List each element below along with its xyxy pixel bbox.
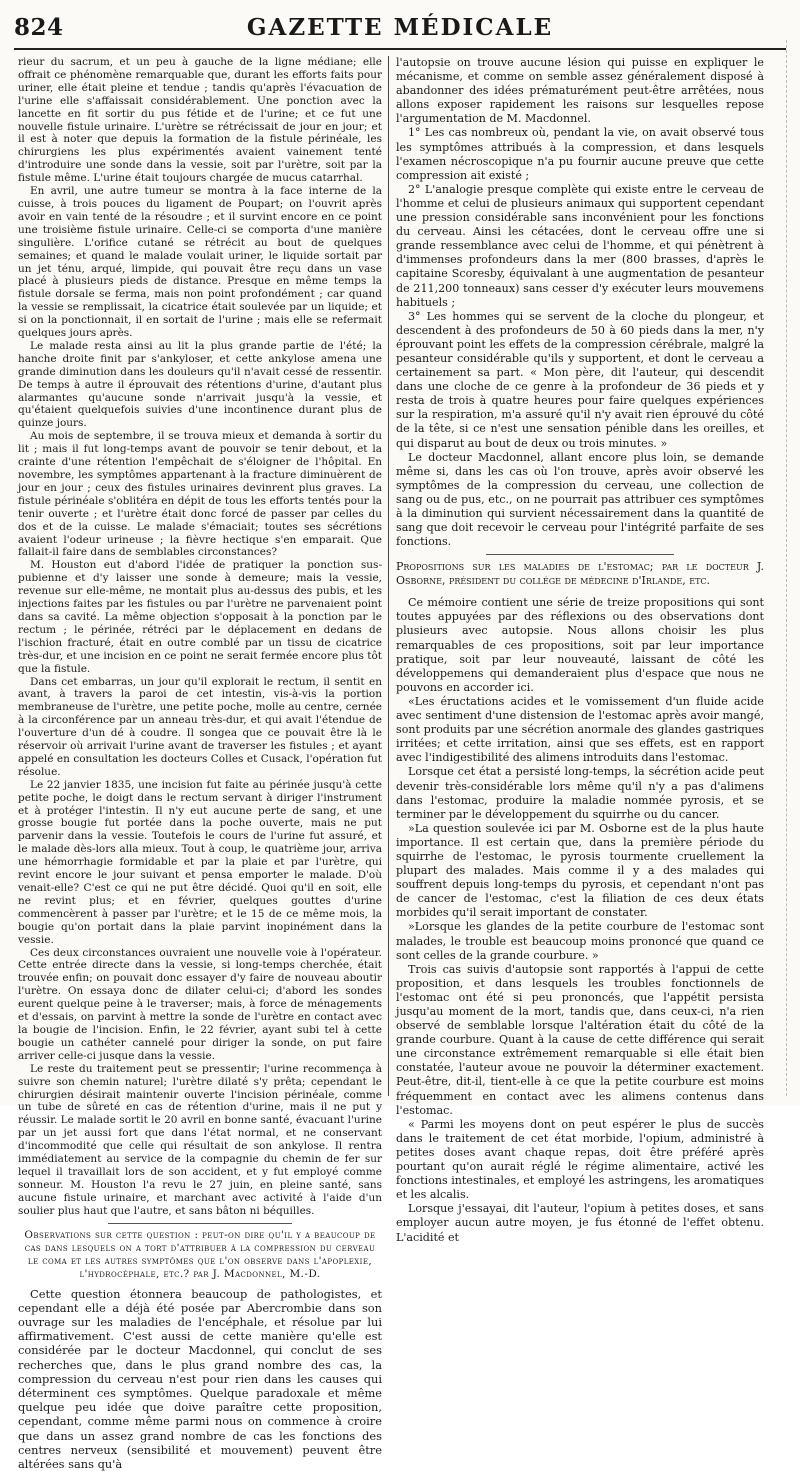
article-paragraph: Le docteur Macdonnel, allant encore plus loin, se demande même si, dans les cas où l'on trouve, après avoir observé les symptômes de la compression du cerveau, une collection de sang ou de pus, etc., on ne pourrait pas attribuer ces symptômes à la diminution qui survient nécessairement dans la quantité de sang que doit recevoir le cerveau pour l'intégrité parfaite de ses fonctions. — [396, 450, 764, 549]
article-paragraph: Lorsque cet état a persisté long-temps, la sécrétion acide peut devenir très-considérable lors même qu'il n'y a pas d'alimens dans l'estomac, produire la maladie nommée pyrosis, et se terminer par le développement du squirrhe ou du cancer. — [396, 765, 764, 821]
page-header — [10, 14, 790, 44]
article-paragraph: Le reste du traitement peut se pressentir; l'urine recommença à suivre son chemin naturel; l'urètre dilaté s'y prêta; cependant le chirurgien désirait maintenir ouverte l'incision périnéale, comme un tube de sûreté en cas de rétention d'urine, mais il ne put y réussir. Le malade sortit le 20 avril en bonne santé, évacuant l'urine par un jet aussi fort que dans l'état normal, et ne conservant d'incommodité que celle qui résultait de son ankylose. Il rentra immédiatement au service de la compagnie du chemin de fer sur lequel il travaillait lors de son accident, et y fut employé comme sonneur. M. Houston l'a revu le 27 juin, en pleine santé, sans aucune fistule urinaire, et marchant avec activité à l'aide d'un soulier plus haut que l'autre, et sans bâton ni béquilles. — [18, 1062, 382, 1217]
section-separator — [486, 554, 674, 555]
article-paragraph: Cette question étonnera beaucoup de pathologistes, et cependant elle a déjà été posée par Abercrombie dans son ouvrage sur les maladies de l'encéphale, et résolue par lui affirmativement. C'est aussi de cette manière qu'elle est considérée par le docteur Macdonnel, qui conclut de ses recherches que, dans le plus grand nombre des cas, la compression du cerveau n'est pour rien dans les causes qui déterminent ces symptômes. Quelque paradoxale et même quelque peu idée que doive paraître cette proposition, cependant, comme même parmi nous on commence à croire que dans un assez grand nombre de cas les fonctions des centres nerveux (sensibilité et mouvement) peuvent être altérées sans qu'à — [18, 1286, 382, 1471]
article-paragraph: Ces deux circonstances ouvraient une nouvelle voie à l'opérateur. Cette entrée directe dans la vessie, si long-temps cherchée, était trouvée enfin; on pouvait donc essayer d'y faire de nouveau aboutir l'urètre. On essaya donc de dilater celui-ci; d'abord les sondes eurent quelque peine à le traverser; mais, à force de ménagements et d'essais, on parvint à mettre la sonde de l'urètre en contact avec la bougie de l'incision. Enfin, le 22 février, ayant subi tel à cette bougie un cathéter cannelé pour diriger la sonde, on put faire arriver celle-ci jusque dans la vessie. — [18, 946, 382, 1062]
article-paragraph: rieur du sacrum, et un peu à gauche de la ligne médiane; elle offrait ce phénomène remarquable que, durant les efforts faits pour uriner, elle était pleine et tendue ; tandis qu'après l'évacuation de l'urine elle s'affaissait considérablement. Une ponction avec la lancette en fit sortir du pus fétide et de l'urine; et ce fut une nouvelle fistule urinaire. L'urètre se rétrécissait de jour en jour; et il est à noter que depuis la formation de la fistule périnéale, les chirurgiens les plus expérimentés avaient vainement tenté d'introduire une sonde dans la vessie, soit par l'urètre, soit par la fistule même. L'urine était toujours chargée de mucus catarrhal. — [18, 56, 382, 185]
left-column — [18, 56, 382, 1471]
column-divider — [388, 56, 389, 1096]
article-paragraph: Dans cet embarras, un jour qu'il explorait le rectum, il sentit en avant, à travers la paroi de cet intestin, vis-à-vis la portion membraneuse de l'urètre, une petite poche, molle au centre, cernée à la circonférence par un anneau très-dur, et qui avait l'étendue de l'ouverture d'un dé à coudre. Il songea que ce pouvait être là le réservoir où arrivait l'urine avant de traverser les fistules ; et ayant appelé en consultation les docteurs Colles et Cusack, l'opération fut résolue. — [18, 675, 382, 778]
article-paragraph: «Les éructations acides et le vomissement d'un fluide acide avec sentiment d'une distension de l'estomac après avoir mangé, sont produits par une sécrétion anormale des glandes gastriques irritées; et cette irritation, ainsi que ses effets, est en rapport avec l'indigestibilité des alimens introduits dans l'estomac. — [396, 694, 764, 765]
section-body-macdonnel — [18, 1287, 382, 1471]
article-paragraph: M. Houston eut d'abord l'idée de pratiquer la ponction sus-pubienne et d'y laisser une sonde à demeure; mais la vessie, revenue sur elle-même, ne montait plus au-dessus des pubis, et les injections faites par les fistules ou par l'urètre ne parvenaient point dans sa cavité. La même objection s'opposait à la ponction par le rectum ; le périnée, rétréci par le déplacement en dedans de l'ischion fracturé, était en outre comblé par un tissu de cicatrice très-dur, et une incision en ce point ne serait fermée encore plus tôt que la fistule. — [18, 559, 382, 675]
right-column — [396, 56, 764, 1244]
article-paragraph: Ce mémoire contient une série de treize propositions qui sont toutes appuyées par des réflexions ou des observations dont plusieurs avec autopsie. Nous allons choisir les plus remarquables de ces propositions, soit par leur importance pratique, soit par leur nouveauté, laissant de côté les développemens qui demanderaient plus d'espace que nous ne pouvons en accorder ici. — [396, 596, 764, 694]
article-paragraph: Trois cas suivis d'autopsie sont rapportés à l'appui de cette proposition, et dans lesquels les troubles fonctionnels de l'estomac ont été si peu prononcés, que l'appétit persista jusqu'au moment de la mort, tandis que, dans ceux-ci, n'a rien observé de semblable lorsque l'altération était du côté de la grande courbure. Quant à la cause de cette différence qui serait une circonstance extrêmement remarquable si elle était bien constatée, l'auteur avoue ne pouvoir la déterminer exactement. Peut-être, dit-il, tient-elle à ce que la petite courbure est moins fréquemment en contact avec les alimens contenus dans l'estomac. — [396, 962, 764, 1117]
article-paragraph: En avril, une autre tumeur se montra à la face interne de la cuisse, à trois pouces du ligament de Poupart; on l'ouvrit après avoir en vain tenté de la résoudre ; et il survint encore en ce point une troisième fistule urinaire. Celle-ci se comporta d'une manière singulière. L'orifice cutané se rétrécit au bout de quelques semaines; et quand le malade voulait uriner, le liquide sortait par un jet ténu, arqué, limpide, qui pouvait être reçu dans un vase placé à plusieurs pieds de distance. Presque en même temps la fistule dorsale se ferma, mais non point profondément ; car quand la vessie se remplissait, la cicatrice était soulevée par un liquide; et si on la ponctionnait, il en sortait de l'urine ; mais elle se refermait quelques jours après. — [18, 185, 382, 340]
article-paragraph: 2° L'analogie presque complète qui existe entre le cerveau de l'homme et celui de plusieurs animaux qui supportent cependant une pression considérable sans inconvénient pour les fonctions du cerveau. Ainsi les cétacées, dont le cerveau offre une si grande ressemblance avec celui de l'homme, et qui pénètrent à d'immenses profondeurs dans la mer (800 brasses, d'après le capitaine Scoresby, équivalant à une augmentation de pesanteur de 211,200 tonneaux) sans cesser d'y exécuter leurs mouvemens habituels ; — [396, 182, 764, 309]
article-paragraph: Lorsque j'essayai, dit l'auteur, l'opium à petites doses, et sans employer aucun autre moyen, je fus étonné de l'effet obtenu. L'acidité et — [396, 1202, 764, 1244]
section-heading-macdonnel: Observations sur cette question : peut-on dire qu'il y a beaucoup de cas dans lesquels on a tort d'attribuer à la compression du cerveau le coma et les autres symptômes que l'on observe dans l'apoplexie, l'hydrocéphale, etc.? par J. Macdonnel, M.-D. — [24, 1228, 376, 1280]
header-rule — [14, 48, 786, 50]
section-separator — [108, 1223, 292, 1224]
article-paragraph: 1° Les cas nombreux où, pendant la vie, on avait observé tous les symptômes attribués à la compression, et dans lesquels l'examen nécroscopique n'a pu fournir aucune preuve que cette compression ait existé ; — [396, 126, 764, 182]
article-paragraph: 3° Les hommes qui se servent de la cloche du plongeur, et descendent à des profondeurs de 50 à 60 pieds dans la mer, n'y éprouvant point les effets de la compression cérébrale, malgré la pesanteur considérable qu'ils y supportent, et dont le cerveau a certainement sa part. « Mon père, dit l'auteur, qui descendit dans une cloche de ce genre à la profondeur de 36 pieds et y resta de trois à quatre heures pour faire quelques expériences sur la respiration, m'a assuré qu'il n'y avait rien éprouvé du côté de la tête, si ce n'est une sensation pénible dans les oreilles, et qui disparut au bout de deux ou trois minutes. » — [396, 309, 764, 450]
section-heading-osborne: Propositions sur les maladies de l'estomac; par le docteur J. Osborne, président du collége de médecine d'Irlande, etc. — [396, 560, 764, 588]
page-number: 824 — [14, 14, 64, 41]
article-paragraph: Le malade resta ainsi au lit la plus grande partie de l'été; la hanche droite finit par s'ankyloser, et cette ankylose amena une grande diminution dans les douleurs qu'il n'avait cessé de ressentir. De temps à autre il éprouvait des rétentions d'urine, d'autant plus alarmantes qu'aucune sonde n'arrivait jusqu'à la vessie, et qu'étaient quelquefois suivies d'une incontinence durant plus de quinze jours. — [18, 339, 382, 430]
right-margin-rule — [786, 40, 787, 1096]
article-paragraph: Au mois de septembre, il se trouva mieux et demanda à sortir du lit ; mais il fut long-temps avant de pouvoir se tenir debout, et la crainte d'une rétention l'empêchait de s'éloigner de l'hôpital. En novembre, les symptômes appartenant à la fracture diminuèrent de jour en jour ; ceux des fistules urinaires devinrent plus graves. La fistule périnéale s'oblitéra en dépit de tous les efforts tentés pour la tenir ouverte ; et l'urètre était donc forcé de passer par celles du dos et de la cuisse. Le malade s'émaciait; toutes ses sécrétions avaient l'odeur urineuse ; la fièvre hectique s'en emparait. Que fallait-il faire dans de semblables circonstances? — [18, 430, 382, 559]
article-paragraph: l'autopsie on trouve aucune lésion qui puisse en expliquer le mécanisme, et comme on semble assez généralement disposé à abandonner des idées prématurément peut-être arrêtées, nous allons exposer rapidement les raisons sur lesquelles repose l'argumentation de M. Macdonnel. — [396, 56, 764, 126]
article-paragraph: « Parmi les moyens dont on peut espérer le plus de succès dans le traitement de cet état morbide, l'opium, administré à petites doses avant chaque repas, doit être préféré après pourtant qu'on aurait réglé le régime alimentaire, activé les fonctions intestinales, et employé les astringens, les aromatiques et les alcalis. — [396, 1117, 764, 1202]
article-paragraph: »Lorsque les glandes de la petite courbure de l'estomac sont malades, le trouble est beaucoup moins prononcé que quand ce sont celles de la grande courbure. » — [396, 920, 764, 962]
journal-title: GAZETTE MÉDICALE — [246, 14, 554, 41]
article-paragraph: »La question soulevée ici par M. Osborne est de la plus haute importance. Il est certain que, dans la première période du squirrhe de l'estomac, le pyrosis tourmente cruellement la plupart des malades. Mais comme il y a des malades qui souffrent depuis long-temps du pyrosis, et cependant n'ont pas de cancer de l'estomac, c'est la filiation de ces deux états morbides qu'il serait important de constater. — [396, 821, 764, 920]
article-paragraph: Le 22 janvier 1835, une incision fut faite au périnée jusqu'à cette petite poche, le doigt dans le rectum servant à diriger l'instrument et à protéger l'intestin. Il n'y eut aucune perte de sang, et une grosse bougie fut portée dans la poche ouverte, mais ne put parvenir dans la vessie. Toutefois le cours de l'urine fut assuré, et le malade dès-lors alla mieux. Tout à coup, le quatrième jour, arriva une hémorrhagie formidable et par la plaie et par l'urètre, qui revint encore le jour suivant et pensa emporter le malade. D'où venait-elle? C'est ce qui ne put être décidé. Quoi qu'il en soit, elle ne revint plus; et en février, quelques gouttes d'urine commencèrent à passer par l'urètre; et le 15 de ce même mois, la bougie qu'on portait dans la plaie parvint inopinément dans la vessie. — [18, 778, 382, 946]
